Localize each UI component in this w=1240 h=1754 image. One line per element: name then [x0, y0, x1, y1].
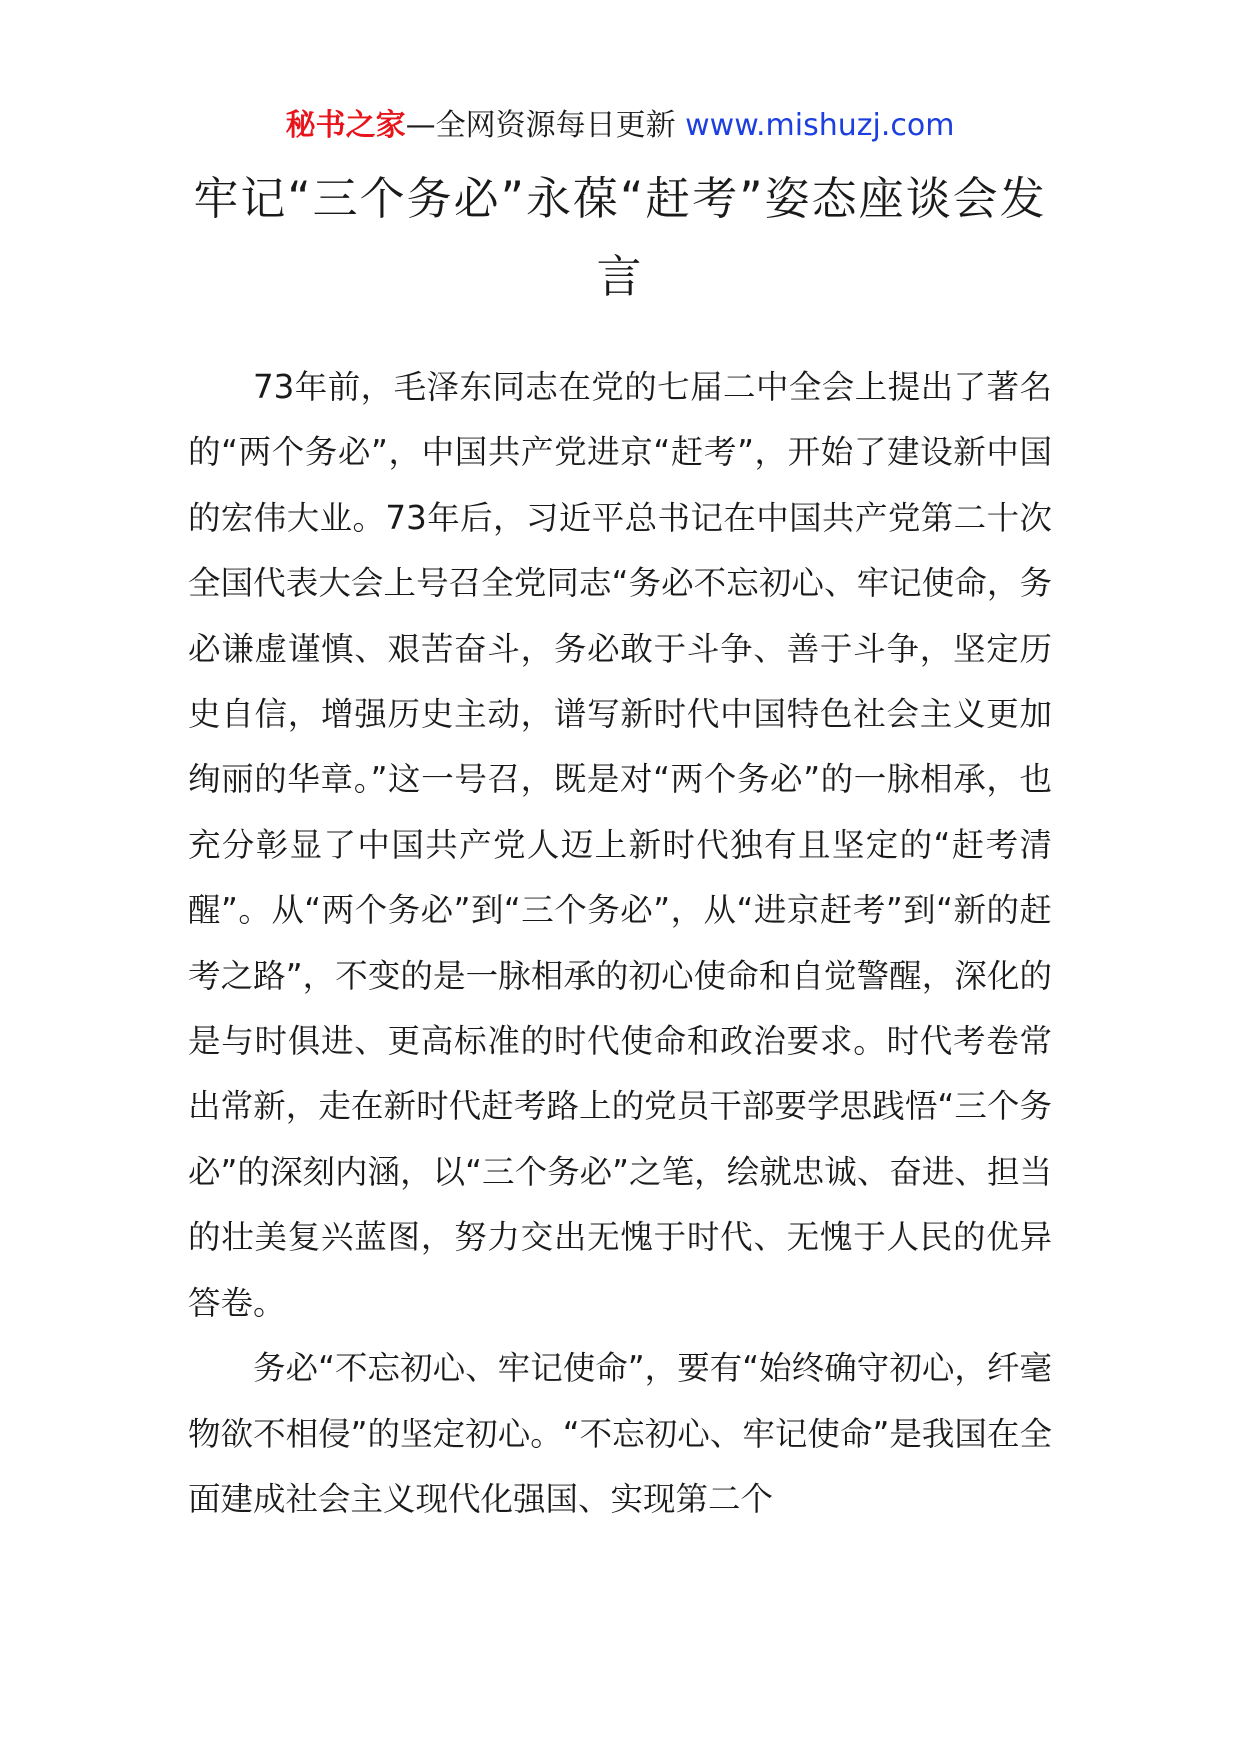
paragraph-1: 73年前，毛泽东同志在党的七届二中全会上提出了著名的“两个务必”，中国共产党进京“赶考”，开始了建设新中国的宏伟大业。73年后，习近平总书记在中国共产党第二十次全国代表大会上号召全党同志“务必不忘初心、牢记使命，务必谦虚谨慎、艰苦奋斗，务必敢于斗争、善于斗争，坚定历史自信，增强历史主动，谱写新时代中国特色社会主义更加绚丽的华章。”这一号召，既是对“两个务必”的一脉相承，也充分彰显了中国共产党人迈上新时代独有且坚定的“赶考清醒”。从“两个务必”到“三个务必”，从“进京赶考”到“新的赶考之路”，不变的是一脉相承的初心使命和自觉警醒，深化的是与时俱进、更高标准的时代使命和政治要求。时代考卷常出常新，走在新时代赶考路上的党员干部要学思践悟“三个务必”的深刻内涵，以“三个务必”之笔，绘就忠诚、奋进、担当的壮美复兴蓝图，努力交出无愧于时代、无愧于人民的优异答卷。	[188, 368, 1052, 1322]
site-url-link[interactable]: www.mishuzj.com	[685, 108, 955, 143]
paragraph-2: 务必“不忘初心、牢记使命”，要有“始终确守初心，纤毫物欲不相侵”的坚定初心。“不忘初心、牢记使命”是我国在全面建成社会主义现代化强国、实现第二个	[188, 1349, 1052, 1518]
article-body	[188, 355, 1052, 1532]
site-header	[0, 104, 1240, 148]
brand-name: 秘书之家	[285, 108, 406, 143]
document-title: 牢记“三个务必”永葆“赶考”姿态座谈会发言	[193, 172, 1047, 303]
header-tagline: —全网资源每日更新	[405, 108, 686, 143]
